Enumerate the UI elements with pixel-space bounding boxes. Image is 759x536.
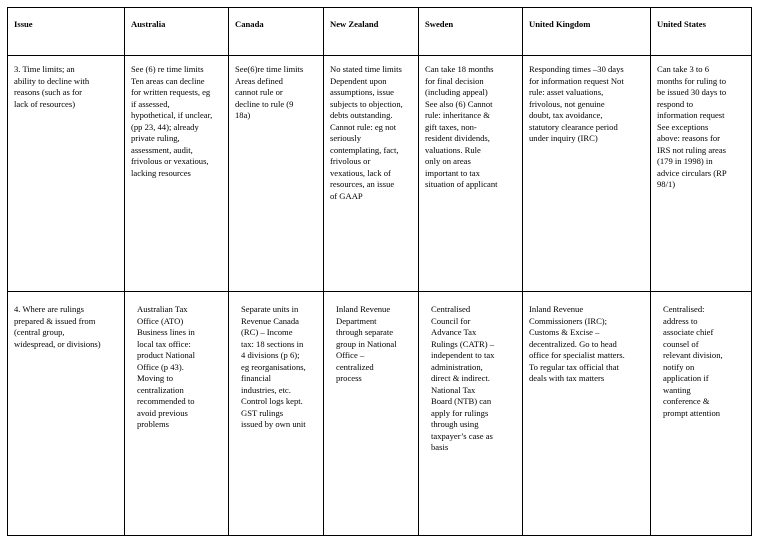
cell-line: be issued 30 days to bbox=[657, 87, 727, 97]
cell-line: Office (ATO) bbox=[137, 315, 184, 326]
cell-line: Centralised: bbox=[663, 304, 705, 314]
cell-line: Areas defined bbox=[235, 75, 283, 86]
cell-united-kingdom bbox=[523, 292, 651, 536]
cell-line: Business lines in bbox=[137, 327, 195, 337]
cell-line: industries, etc. bbox=[241, 384, 291, 395]
cell-line: for final decision bbox=[425, 75, 484, 86]
comparison-table bbox=[7, 7, 752, 536]
cell-line: basis bbox=[431, 442, 449, 452]
cell-line: taxpayer’s case as bbox=[431, 430, 493, 441]
cell-line: rule: inheritance & bbox=[425, 110, 490, 120]
cell-line: hypothetical, if unclear, bbox=[131, 110, 213, 120]
cell-line: (including appeal) bbox=[425, 87, 488, 97]
cell-line: National Tax bbox=[431, 384, 476, 395]
cell-line: doubt, tax avoidance, bbox=[529, 110, 603, 120]
cell-line: IRS not ruling areas bbox=[657, 144, 726, 155]
cell-line: Office (p 43). bbox=[137, 361, 184, 372]
cell-line: decentralized. Go to head bbox=[529, 338, 617, 349]
cell-line: notify on bbox=[663, 361, 695, 372]
cell-line: 4 divisions (p 6); bbox=[241, 350, 300, 360]
cell-line: frivolous or bbox=[330, 156, 371, 166]
cell-issue bbox=[8, 56, 125, 292]
cell-line: counsel of bbox=[663, 338, 699, 349]
cell-line: seriously bbox=[330, 133, 362, 143]
cell-line: administration, bbox=[431, 361, 483, 372]
cell-line: contemplating, fact, bbox=[330, 144, 399, 155]
cell-line: advice circulars (RP bbox=[657, 167, 727, 178]
cell-line: Commissioners (IRC); bbox=[529, 315, 608, 326]
cell-line: Office – bbox=[336, 350, 365, 360]
cell-new-zealand bbox=[324, 56, 419, 292]
cell-line: See (6) re time limits bbox=[131, 64, 204, 74]
cell-line: Cannot rule: eg not bbox=[330, 121, 397, 132]
cell-line: private ruling, bbox=[131, 133, 180, 143]
cell-line: situation of applicant bbox=[425, 179, 498, 189]
cell-line: through using bbox=[431, 419, 479, 429]
cell-line: Council for bbox=[431, 315, 471, 326]
cell-line: product National bbox=[137, 350, 195, 360]
cell-line: group in National bbox=[336, 338, 397, 349]
cell-line: independent to tax bbox=[431, 350, 495, 360]
cell-line: valuations. Rule bbox=[425, 144, 481, 155]
cell-line: 98/1) bbox=[657, 179, 676, 189]
cell-line: (RC) – Income bbox=[241, 327, 293, 337]
cell-united-kingdom bbox=[523, 56, 651, 292]
cell-line: (179 in 1998) in bbox=[657, 156, 713, 166]
cell-line: Control logs kept. bbox=[241, 396, 303, 406]
cell-line: of GAAP bbox=[330, 190, 363, 201]
cell-line: 4. Where are rulings bbox=[14, 304, 84, 314]
cell-line: centralization bbox=[137, 384, 184, 395]
cell-line: frivolous or vexatious, bbox=[131, 156, 209, 166]
cell-line: tax: 18 sections in bbox=[241, 338, 304, 349]
cell-line: 18a) bbox=[235, 110, 251, 120]
row-where-prepared bbox=[8, 292, 752, 536]
cell-line: information request bbox=[657, 110, 725, 120]
cell-line: See also (6) Cannot bbox=[425, 98, 493, 109]
cell-line: Revenue Canada bbox=[241, 315, 299, 326]
cell-line: only on areas bbox=[425, 156, 471, 166]
header-united-kingdom: United Kingdom bbox=[523, 8, 651, 56]
cell-line: ability to decline with bbox=[14, 75, 90, 86]
cell-line: frivolous, not genuine bbox=[529, 98, 605, 109]
cell-line: Board (NTB) can bbox=[431, 396, 492, 406]
cell-line: 3. Time limits; an bbox=[14, 64, 75, 74]
cell-canada bbox=[229, 56, 324, 292]
cell-line: Moving to bbox=[137, 373, 174, 383]
cell-line: prompt attention bbox=[663, 407, 721, 418]
cell-line: (pp 23, 44); already bbox=[131, 121, 199, 132]
cell-line: recommended to bbox=[137, 396, 195, 406]
cell-line: (central group, bbox=[14, 327, 65, 337]
cell-line: Inland Revenue bbox=[529, 304, 584, 314]
cell-line: lack of resources) bbox=[14, 98, 76, 109]
cell-line: Responding times –30 days bbox=[529, 64, 624, 74]
row-time-limits bbox=[8, 56, 752, 292]
cell-line: avoid previous bbox=[137, 407, 188, 418]
cell-line: conference & bbox=[663, 396, 710, 406]
cell-line: financial bbox=[241, 373, 272, 383]
cell-line: To regular tax official that bbox=[529, 361, 619, 372]
cell-line: Ten areas can decline bbox=[131, 75, 205, 86]
cell-line: assumptions, issue bbox=[330, 87, 394, 97]
cell-line: deals with tax matters bbox=[529, 373, 605, 383]
cell-line: Can take 3 to 6 bbox=[657, 64, 710, 74]
cell-line: decline to rule (9 bbox=[235, 98, 294, 109]
header-row bbox=[8, 8, 752, 56]
cell-line: Rulings (CATR) – bbox=[431, 338, 495, 349]
cell-line: process bbox=[336, 373, 362, 383]
cell-line: No stated time limits bbox=[330, 64, 402, 74]
cell-line: eg reorganisations, bbox=[241, 361, 306, 372]
cell-line: cannot rule or bbox=[235, 87, 283, 97]
cell-line: relevant division, bbox=[663, 350, 723, 360]
cell-line: resources, an issue bbox=[330, 179, 395, 189]
cell-line: Advance Tax bbox=[431, 327, 477, 337]
cell-line: issued by own unit bbox=[241, 419, 306, 429]
cell-line: gift taxes, non- bbox=[425, 121, 477, 132]
cell-line: lacking resources bbox=[131, 167, 191, 178]
header-sweden: Sweden bbox=[419, 8, 523, 56]
cell-united-states bbox=[651, 292, 752, 536]
cell-line: Dependent upon bbox=[330, 75, 387, 86]
cell-line: if assessed, bbox=[131, 98, 170, 109]
cell-line: address to bbox=[663, 315, 698, 326]
cell-line: centralized bbox=[336, 361, 374, 372]
cell-line: problems bbox=[137, 419, 169, 429]
cell-line: statutory clearance period bbox=[529, 121, 618, 132]
cell-new-zealand bbox=[324, 292, 419, 536]
cell-sweden bbox=[419, 292, 523, 536]
cell-line: Separate units in bbox=[241, 304, 299, 314]
cell-line: above: reasons for bbox=[657, 133, 720, 143]
cell-line: local tax office: bbox=[137, 338, 191, 349]
cell-line: associate chief bbox=[663, 327, 714, 337]
cell-united-states bbox=[651, 56, 752, 292]
cell-line: wanting bbox=[663, 384, 691, 395]
cell-line: Customs & Excise – bbox=[529, 327, 600, 337]
cell-line: vexatious, lack of bbox=[330, 167, 391, 178]
cell-line: subjects to objection, bbox=[330, 98, 403, 109]
cell-line: for information request Not bbox=[529, 75, 624, 86]
cell-line: application if bbox=[663, 373, 709, 383]
cell-line: Department bbox=[336, 315, 377, 326]
cell-line: Inland Revenue bbox=[336, 304, 391, 314]
cell-line: See exceptions bbox=[657, 121, 709, 132]
header-new-zealand: New Zealand bbox=[324, 8, 419, 56]
cell-line: Australian Tax bbox=[137, 304, 188, 314]
cell-line: under inquiry (IRC) bbox=[529, 133, 598, 143]
cell-line: respond to bbox=[657, 98, 694, 109]
cell-line: resident dividends, bbox=[425, 133, 490, 143]
cell-issue bbox=[8, 292, 125, 536]
header-issue: Issue bbox=[8, 8, 125, 56]
cell-line: Centralised bbox=[431, 304, 471, 314]
cell-australia bbox=[125, 56, 229, 292]
header-canada: Canada bbox=[229, 8, 324, 56]
cell-australia bbox=[125, 292, 229, 536]
cell-line: direct & indirect. bbox=[431, 373, 490, 383]
header-australia: Australia bbox=[125, 8, 229, 56]
cell-line: debts outstanding. bbox=[330, 110, 393, 120]
cell-line: months for ruling to bbox=[657, 75, 726, 86]
cell-line: important to tax bbox=[425, 167, 480, 178]
cell-line: office for specialist matters. bbox=[529, 350, 625, 360]
cell-line: reasons (such as for bbox=[14, 87, 83, 97]
cell-line: apply for rulings bbox=[431, 407, 489, 418]
cell-canada bbox=[229, 292, 324, 536]
cell-line: Can take 18 months bbox=[425, 64, 494, 74]
cell-line: GST rulings bbox=[241, 407, 284, 418]
cell-line: assessment, audit, bbox=[131, 144, 193, 155]
cell-line: rule: asset valuations, bbox=[529, 87, 604, 97]
header-united-states: United States bbox=[651, 8, 752, 56]
cell-line: widespread, or divisions) bbox=[14, 338, 101, 349]
cell-sweden bbox=[419, 56, 523, 292]
cell-line: for written requests, eg bbox=[131, 87, 211, 97]
cell-line: through separate bbox=[336, 327, 394, 337]
cell-line: See(6)re time limits bbox=[235, 64, 304, 74]
cell-line: prepared & issued from bbox=[14, 315, 96, 326]
